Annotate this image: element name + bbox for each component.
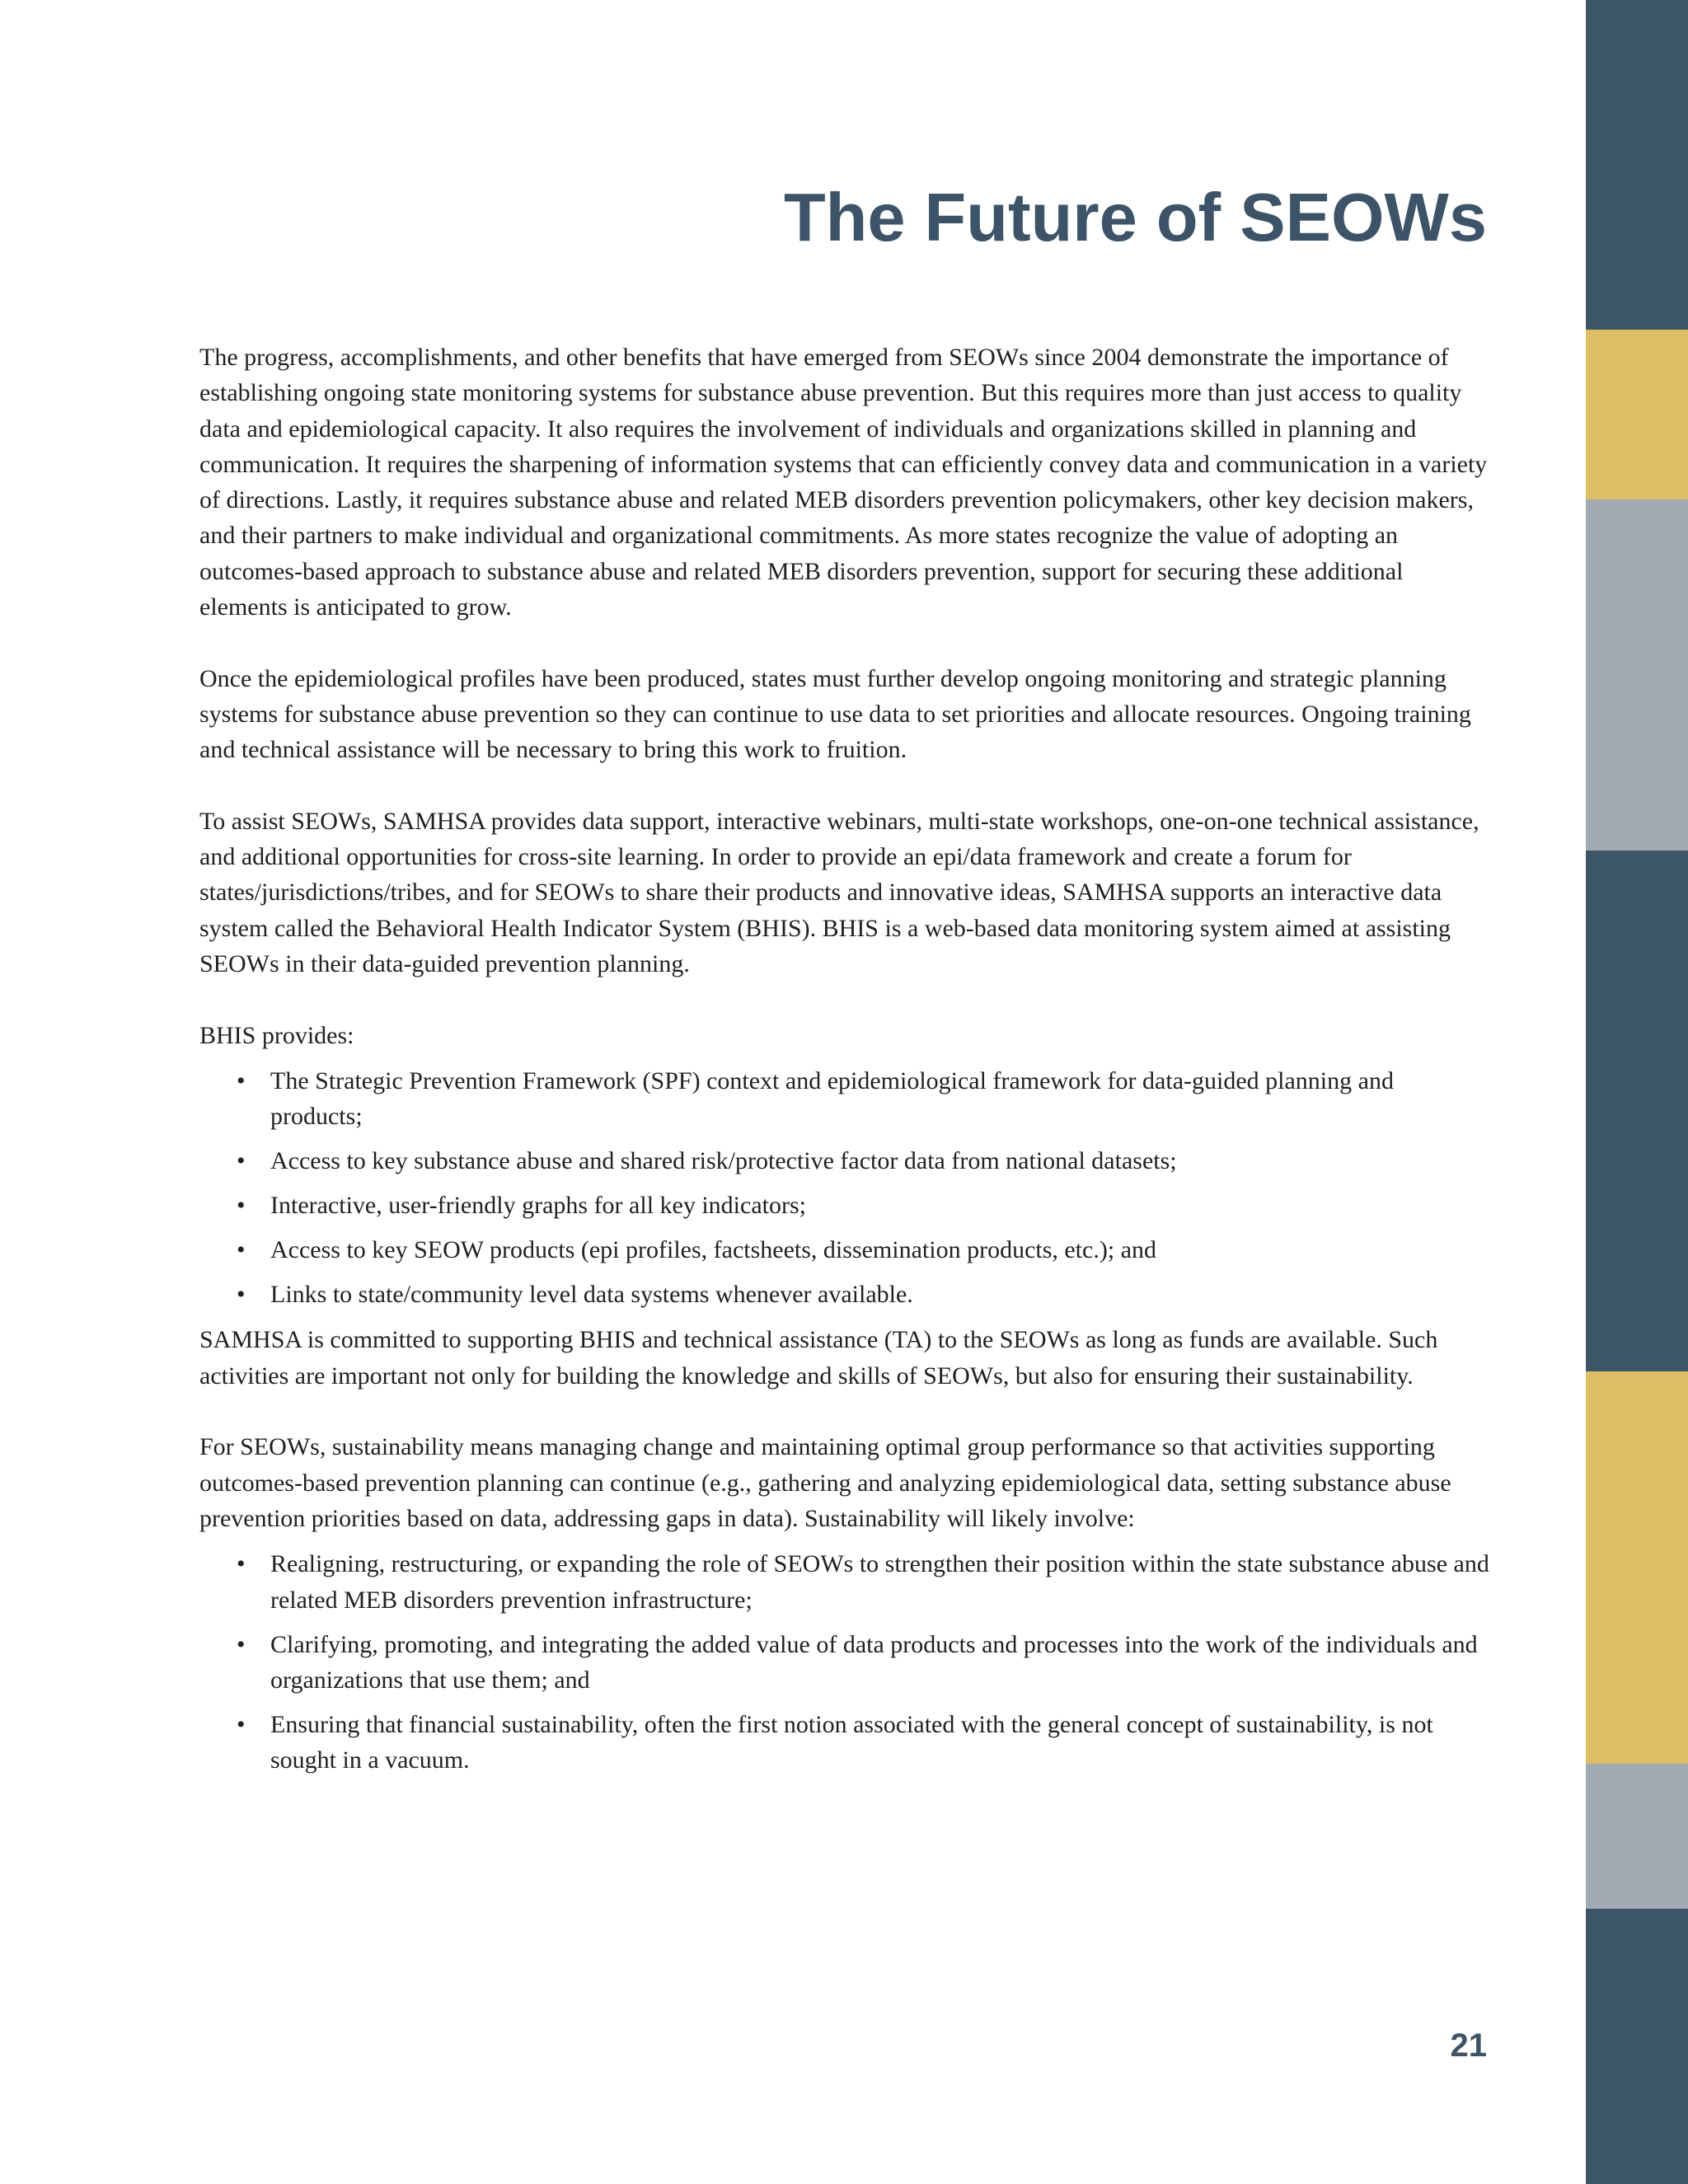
page-number: 21	[1450, 2027, 1487, 2064]
bhis-provides-list	[199, 1063, 1490, 1313]
list-item	[237, 1707, 1490, 1779]
sidebar-band-gold	[1586, 1371, 1688, 1764]
bullet: •	[237, 1192, 246, 1220]
bullet: •	[237, 1066, 246, 1094]
list-item	[237, 1277, 1490, 1312]
list-item-text: Realigning, restructuring, or expanding the role of SEOWs to strengthen their position within the state substance abuse and related MEB disorders prevention infrastructure;	[270, 1550, 1489, 1614]
body-content	[199, 340, 1490, 1788]
sidebar-band-gold	[1586, 330, 1688, 499]
bullet: •	[237, 1147, 246, 1175]
list-item-text: Access to key SEOW products (epi profiles, factsheets, dissemination products, etc.); and	[270, 1236, 1157, 1264]
sidebar-band-slate	[1586, 851, 1688, 1371]
sidebar-band-slate	[1586, 1909, 1688, 2184]
paragraph: SAMHSA is committed to supporting BHIS and technical assistance (TA) to the SEOWs as long as funds are available. Such activities are important not only for building the knowledge and skills of SEOWs, but also for ensuring their sustainability.	[199, 1326, 1438, 1390]
bullet: •	[237, 1550, 246, 1578]
sustainability-list	[199, 1546, 1490, 1778]
list-item	[237, 1188, 1490, 1223]
list-item-text: Ensuring that financial sustainability, often the first notion associated with the general concept of sustainability, is not sought in a vacuum.	[270, 1710, 1433, 1774]
list-item-text: Clarifying, promoting, and integrating the added value of data products and processes into the work of the individuals and organizations that use them; and	[270, 1630, 1478, 1694]
paragraph: Once the epidemiological profiles have been produced, states must further develop ongoing monitoring and strategic planning systems for substance abuse prevention so they can continue to use data to set priorities and allocate resources. Ongoing training and technical assistance will be necessary to bring this work to fruition.	[199, 664, 1471, 764]
list-item-text: Interactive, user-friendly graphs for all key indicators;	[270, 1192, 806, 1220]
list-item-text: Links to state/community level data systems whenever available.	[270, 1281, 913, 1309]
list-item	[237, 1546, 1490, 1618]
list-item	[237, 1143, 1490, 1179]
decorative-sidebar	[1586, 0, 1688, 2184]
list-intro: BHIS provides:	[199, 1021, 354, 1049]
paragraph: The progress, accomplishments, and other benefits that have emerged from SEOWs since 2004 demonstrate the importance of establishing ongoing state monitoring systems for substance abuse prevention. But this requires more than just access to quality data and epidemiological capacity. It also requires the involvement of individuals and organizations skilled in planning and communication. It requires the sharpening of information systems that can efficiently convey data and communication in a variety of directions. Lastly, it requires substance abuse and related MEB disorders prevention policymakers, other key decision makers, and their partners to make individual and organizational commitments. As more states recognize the value of adopting an outcomes-based approach to substance abuse and related MEB disorders prevention, support for securing these additional elements is anticipated to grow.	[199, 344, 1488, 621]
bullet: •	[237, 1281, 246, 1309]
list-item	[237, 1232, 1490, 1268]
page-title: The Future of SEOWs	[783, 179, 1487, 255]
bullet: •	[237, 1630, 246, 1658]
bullet: •	[237, 1236, 246, 1264]
list-item-text: The Strategic Prevention Framework (SPF) context and epidemiological framework for data-guided planning and products;	[270, 1066, 1394, 1131]
paragraph: To assist SEOWs, SAMHSA provides data support, interactive webinars, multi-state workshops, one-on-one technical assistance, and additional opportunities for cross-site learning. In order to provide an epi/data framework and create a forum for states/jurisdictions/tribes, and for SEOWs to share their products and innovative ideas, SAMHSA supports an interactive data system called the Behavioral Health Indicator System (BHIS). BHIS is a web-based data monitoring system aimed at assisting SEOWs in their data-guided prevention planning.	[199, 807, 1479, 978]
sidebar-band-slate	[1586, 0, 1688, 330]
sidebar-band-gray	[1586, 499, 1688, 851]
list-item	[237, 1063, 1490, 1135]
sidebar-band-gray	[1586, 1764, 1688, 1909]
list-item-text: Access to key substance abuse and shared risk/protective factor data from national datasets;	[270, 1147, 1177, 1175]
bullet: •	[237, 1710, 246, 1738]
list-intro: For SEOWs, sustainability means managing change and maintaining optimal group performance so that activities supporting outcomes-based prevention planning can continue (e.g., gathering and analyzing epidemiological data, setting substance abuse prevention priorities based on data, addressing gaps in data). Sustainability will likely involve:	[199, 1433, 1451, 1532]
list-item	[237, 1627, 1490, 1699]
